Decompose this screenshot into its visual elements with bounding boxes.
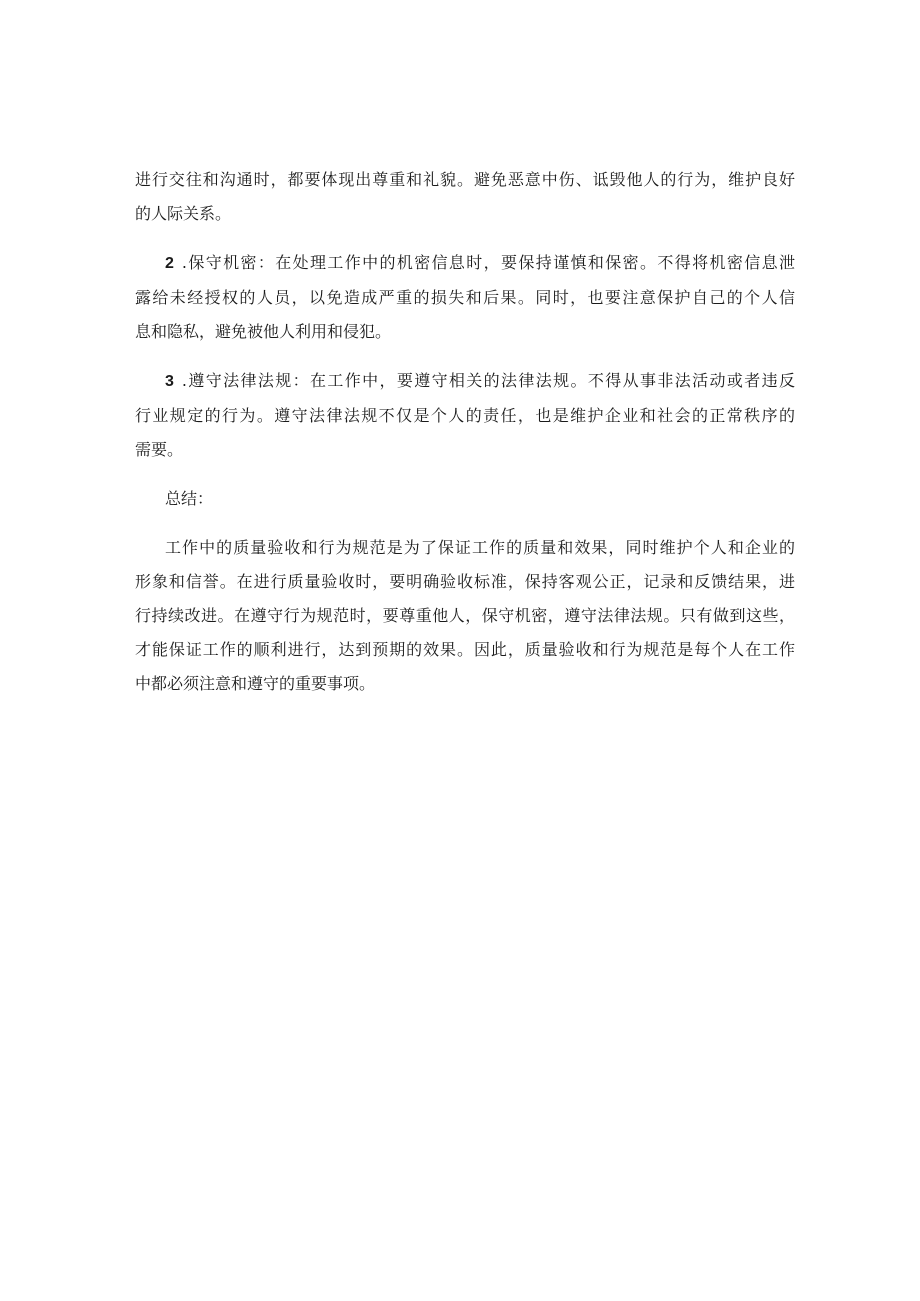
document-body <box>135 163 795 701</box>
text-line: 行业规定的行为。遵守法律法规不仅是个人的责任，也是维护企业和社会的正常秩序的 <box>135 406 795 425</box>
text-line: 的人际关系。 <box>135 204 232 223</box>
text-line: 总结： <box>165 489 214 508</box>
text-line: 息和隐私，避免被他人利用和侵犯。 <box>135 322 392 341</box>
text-line <box>135 246 795 281</box>
summary-heading <box>135 482 795 516</box>
text-line-first: .遵守法律法规：在工作中，要遵守相关的法律法规。不得从事非法活动或者违反 <box>181 371 795 390</box>
text-line-first: .保守机密：在处理工作中的机密信息时，要保持谨慎和保密。不得将机密信息泄 <box>181 253 795 272</box>
text-line <box>135 364 795 399</box>
paragraph-continuation <box>135 163 795 231</box>
list-number: 3 <box>165 373 174 390</box>
text-line: 中都必须注意和遵守的重要事项。 <box>135 674 376 693</box>
text-line: 行持续改进。在遵守行为规范时，要尊重他人，保守机密，遵守法律法规。只有做到这些， <box>135 606 795 625</box>
text-line: 需要。 <box>135 440 184 459</box>
paragraph-obey-laws <box>135 364 795 467</box>
text-line: 露给未经授权的人员，以免造成严重的损失和后果。同时，也要注意保护自己的个人信 <box>135 288 795 307</box>
text-line: 进行交往和沟通时，都要体现出尊重和礼貌。避免恶意中伤、诋毁他人的行为，维护良好 <box>135 170 795 189</box>
paragraph-keep-confidential <box>135 246 795 349</box>
text-line: 才能保证工作的顺利进行，达到预期的效果。因此，质量验收和行为规范是每个人在工作 <box>135 640 795 659</box>
text-line: 形象和信誉。在进行质量验收时，要明确验收标准，保持客观公正，记录和反馈结果，进 <box>135 572 795 591</box>
text-line: 工作中的质量验收和行为规范是为了保证工作的质量和效果，同时维护个人和企业的 <box>165 538 795 557</box>
paragraph-summary <box>135 531 795 701</box>
list-number: 2 <box>165 255 174 272</box>
